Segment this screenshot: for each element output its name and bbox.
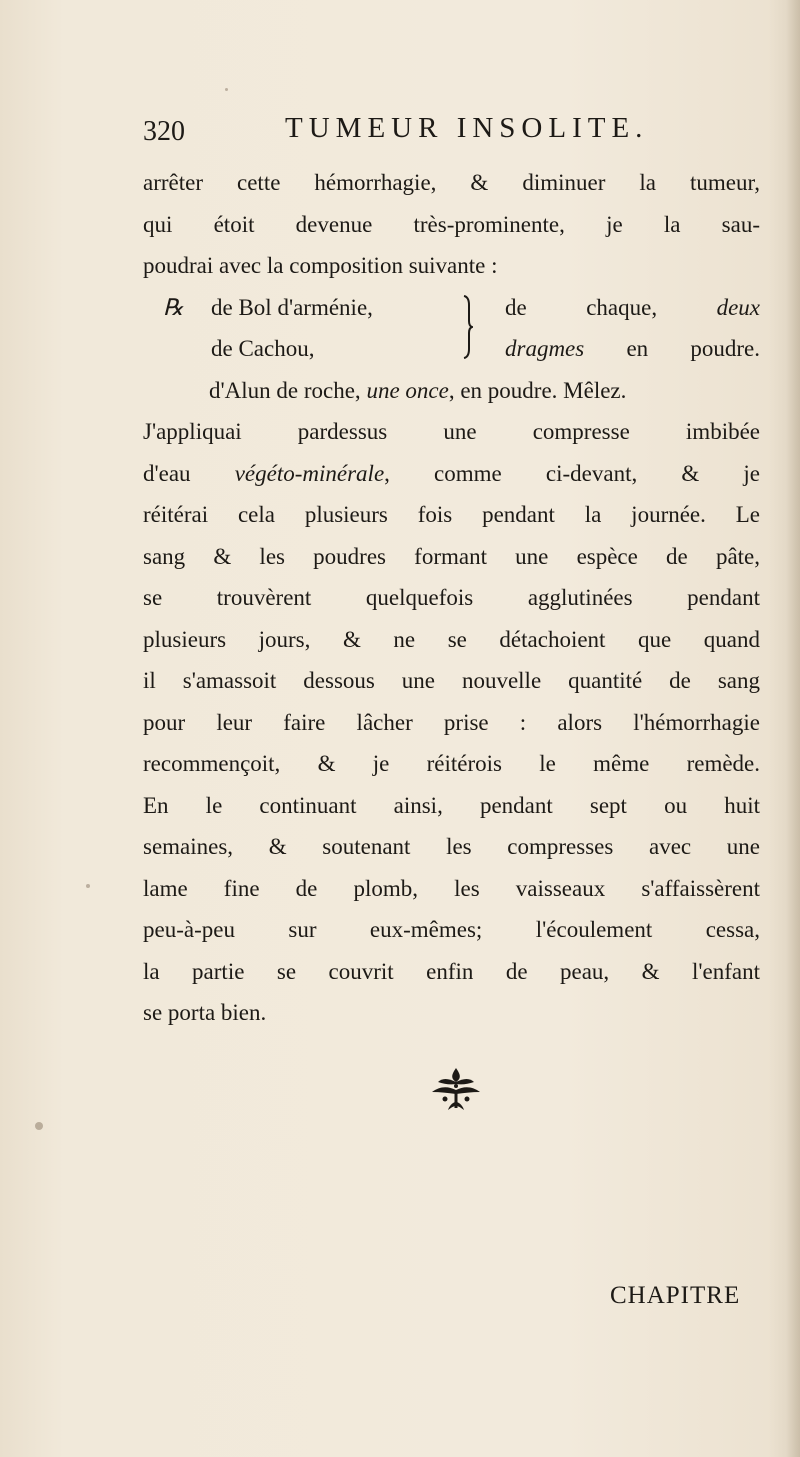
page-header xyxy=(143,112,763,152)
page-number: 320 xyxy=(143,116,185,147)
text-line: plusieurs jours, & ne se détachoient que quand xyxy=(143,626,760,652)
recipe-dosage xyxy=(505,287,760,370)
text-line: la partie se couvrit enfin de peau, & l'enfant xyxy=(143,958,760,984)
paper-speck xyxy=(35,1122,43,1130)
text-line: recommençoit, & je réitérois le même remède. xyxy=(143,751,760,776)
dosage-italic: deux xyxy=(716,294,760,320)
recipe-ingredients xyxy=(211,287,373,370)
page-edge-shadow xyxy=(786,0,800,1457)
text-line: se trouvèrent quelquefois agglutinées pendant xyxy=(143,585,760,610)
text-fragment: d'eau xyxy=(143,460,191,486)
text-line: J'appliquai pardessus une compresse imbibée xyxy=(143,419,760,444)
text-fragment: , comme ci-devant, & je xyxy=(384,460,760,486)
running-title: TUMEUR INSOLITE. xyxy=(285,112,649,144)
recipe-dosage-line-1 xyxy=(505,287,760,329)
text-line: qui étoit devenue très-prominente, je la sau- xyxy=(143,211,760,237)
text-line: se porta bien. xyxy=(143,1000,267,1025)
text-line: peu-à-peu sur eux-mêmes; l'écoulement cessa, xyxy=(143,917,760,942)
text-line: pour leur faire lâcher prise : alors l'hémorrhagie xyxy=(143,709,760,735)
text-line: arrêter cette hémorrhagie, & diminuer la tumeur, xyxy=(143,170,760,195)
text-line: semaines, & soutenant les compresses avec une xyxy=(143,834,760,859)
body-text xyxy=(143,162,760,1034)
catchword: CHAPITRE xyxy=(610,1282,741,1309)
text-fragment: d'Alun de roche, xyxy=(209,377,361,403)
recipe-symbol: ℞ xyxy=(163,294,184,320)
italic-fragment: une once xyxy=(366,377,449,403)
recipe-block xyxy=(143,287,760,370)
text-line: En le continuant ainsi, pendant sept ou huit xyxy=(143,792,760,818)
dosage-text: en poudre. xyxy=(626,336,760,361)
dosage-italic: dragmes xyxy=(505,336,585,361)
text-line xyxy=(143,453,760,495)
text-fragment: , en poudre. Mêlez. xyxy=(448,377,627,403)
italic-fragment: végéto-minérale xyxy=(234,460,385,486)
text-line: sang & les poudres formant une espèce de pâte, xyxy=(143,543,760,569)
recipe-dosage-line-2 xyxy=(505,328,760,370)
paper-speck xyxy=(86,884,90,888)
text-line: poudrai avec la composition suivante : xyxy=(143,253,498,278)
text-line: lame fine de plomb, les vaisseaux s'affaissèrent xyxy=(143,875,760,901)
fleuron-icon xyxy=(428,1066,484,1112)
text-line: réitérai cela plusieurs fois pendant la journée. Le xyxy=(143,502,760,527)
recipe-ingredient: de Cachou, xyxy=(211,336,315,361)
brace-icon xyxy=(463,295,473,359)
dosage-text: de chaque, xyxy=(505,294,658,320)
recipe-ingredient: de Bol d'arménie, xyxy=(211,294,373,320)
paper-speck xyxy=(225,88,228,91)
text-line: il s'amassoit dessous une nouvelle quantité de sang xyxy=(143,668,760,693)
text-line xyxy=(143,370,760,412)
